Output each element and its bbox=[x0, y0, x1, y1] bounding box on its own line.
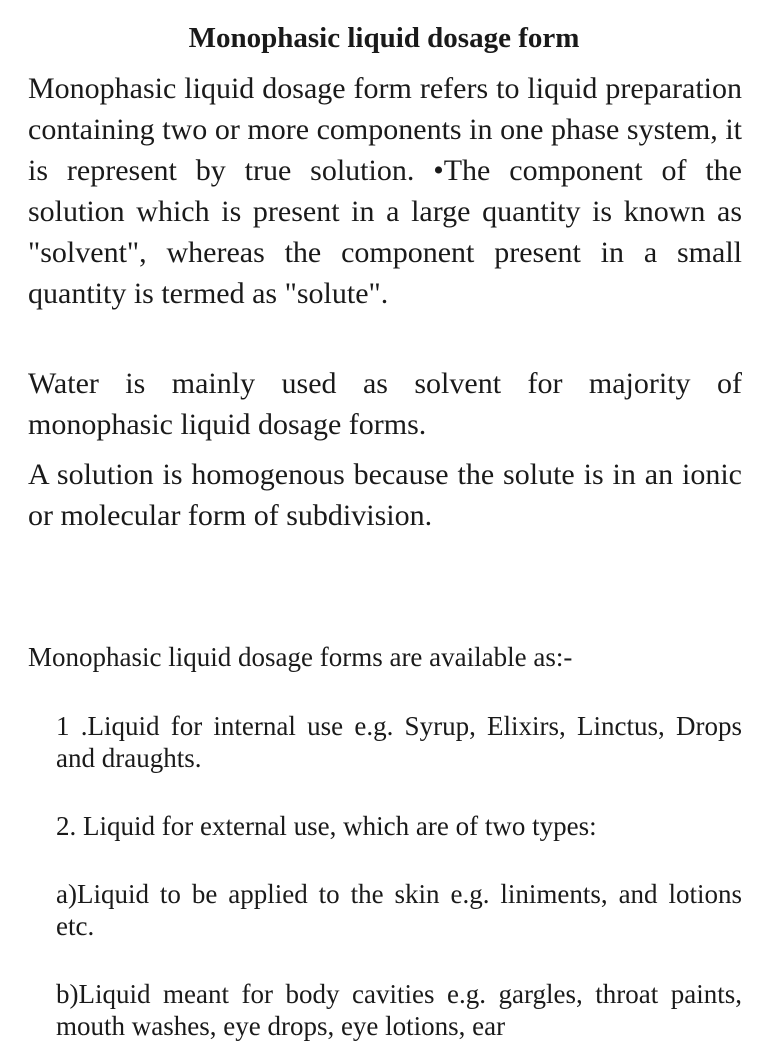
list-item-external-use: 2. Liquid for external use, which are of two types: bbox=[56, 811, 597, 841]
list-item-internal-use: 1 .Liquid for internal use e.g. Syrup, Elixirs, Linctus, Drops and draughts. bbox=[56, 711, 742, 773]
definition-paragraph: Monophasic liquid dosage form refers to liquid preparation containing two or more components in one phase system, it is represent by true solution. •The component of the solution which is present in a large quantity is known as "solvent", whereas the component present in a small quantity is termed as "solute". bbox=[28, 72, 742, 310]
list-intro: Monophasic liquid dosage forms are available as:- bbox=[28, 642, 573, 672]
page-title: Monophasic liquid dosage form bbox=[188, 22, 580, 54]
homogeneity-paragraph: A solution is homogenous because the solute is in an ionic or molecular form of subdivision. bbox=[28, 458, 742, 532]
list-item-skin: a)Liquid to be applied to the skin e.g. liniments, and lotions etc. bbox=[56, 879, 742, 941]
solvent-paragraph: Water is mainly used as solvent for majority of monophasic liquid dosage forms. bbox=[28, 367, 742, 441]
list-item-body-cavities: b)Liquid meant for body cavities e.g. gargles, throat paints, mouth washes, eye drops, eye lotions, ear bbox=[56, 979, 742, 1041]
